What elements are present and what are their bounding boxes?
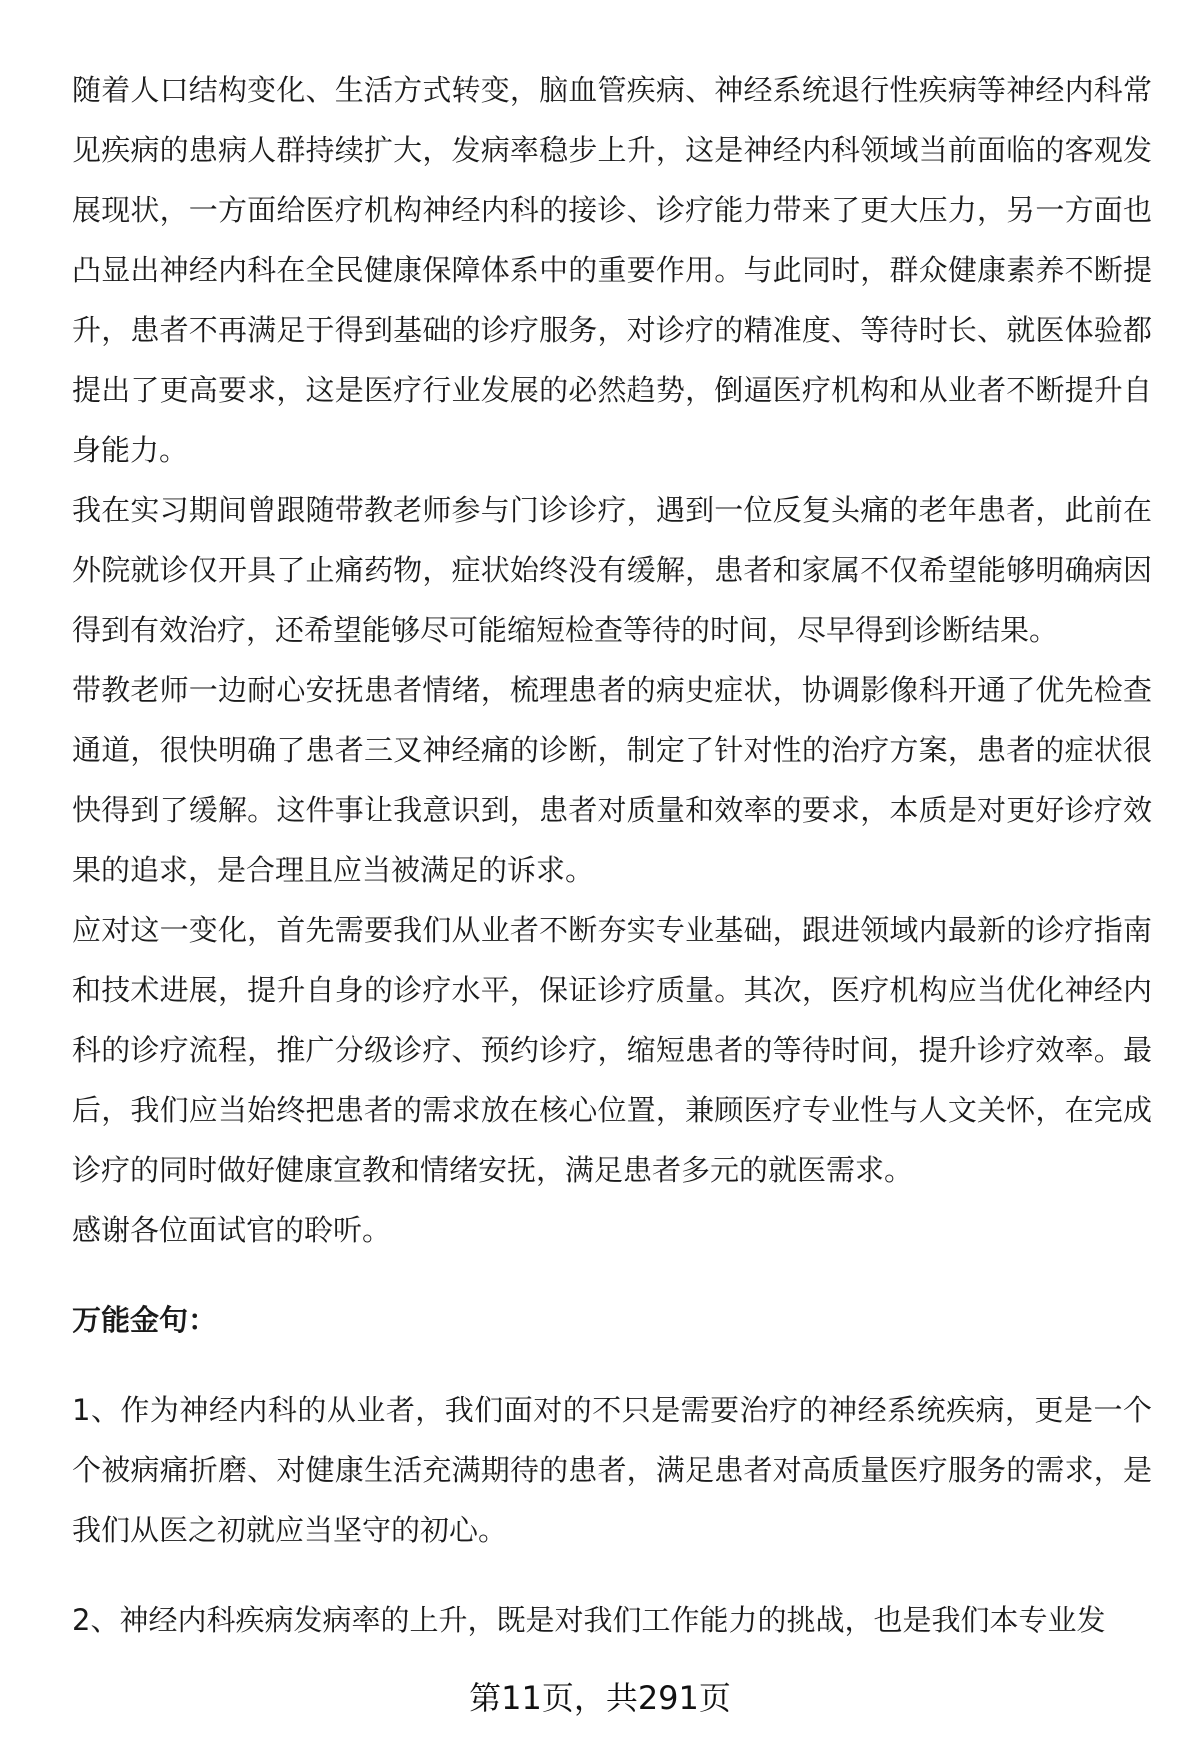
section-heading: 万能金句： — [72, 1303, 218, 1337]
page-number: 第11页，共291页 — [469, 1679, 731, 1717]
paragraph-5: 感谢各位面试官的聆听。 — [72, 1213, 392, 1247]
quote-1: 1、作为神经内科的从业者，我们面对的不只是需要治疗的神经系统疾病，更是一个个被病痛折磨、对健康生活充满期待的患者，满足患者对高质量医疗服务的需求，是我们从医之初就应当坚守的初心。 — [72, 1393, 1152, 1547]
quote-2: 2、神经内科疾病发病率的上升，既是对我们工作能力的挑战，也是我们本专业发 — [72, 1603, 1106, 1637]
paragraph-2: 我在实习期间曾跟随带教老师参与门诊诊疗，遇到一位反复头痛的老年患者，此前在外院就诊仅开具了止痛药物，症状始终没有缓解，患者和家属不仅希望能够明确病因得到有效治疗，还希望能够尽可能缩短检查等待的时间，尽早得到诊断结果。 — [72, 493, 1152, 647]
paragraph-3: 带教老师一边耐心安抚患者情绪，梳理患者的病史症状，协调影像科开通了优先检查通道，很快明确了患者三叉神经痛的诊断，制定了针对性的治疗方案，患者的症状很快得到了缓解。这件事让我意识到，患者对质量和效率的要求，本质是对更好诊疗效果的追求，是合理且应当被满足的诉求。 — [72, 673, 1152, 887]
document-body — [72, 60, 1152, 1680]
paragraph-1: 随着人口结构变化、生活方式转变，脑血管疾病、神经系统退行性疾病等神经内科常见疾病的患病人群持续扩大，发病率稳步上升，这是神经内科领域当前面临的客观发展现状，一方面给医疗机构神经内科的接诊、诊疗能力带来了更大压力，另一方面也凸显出神经内科在全民健康保障体系中的重要作用。与此同时，群众健康素养不断提升，患者不再满足于得到基础的诊疗服务，对诊疗的精准度、等待时长、就医体验都提出了更高要求，这是医疗行业发展的必然趋势，倒逼医疗机构和从业者不断提升自身能力。 — [72, 73, 1152, 467]
paragraph-4: 应对这一变化，首先需要我们从业者不断夯实专业基础，跟进领域内最新的诊疗指南和技术进展，提升自身的诊疗水平，保证诊疗质量。其次，医疗机构应当优化神经内科的诊疗流程，推广分级诊疗、预约诊疗，缩短患者的等待时间，提升诊疗效率。最后，我们应当始终把患者的需求放在核心位置，兼顾医疗专业性与人文关怀，在完成诊疗的同时做好健康宣教和情绪安抚，满足患者多元的就医需求。 — [72, 913, 1152, 1187]
